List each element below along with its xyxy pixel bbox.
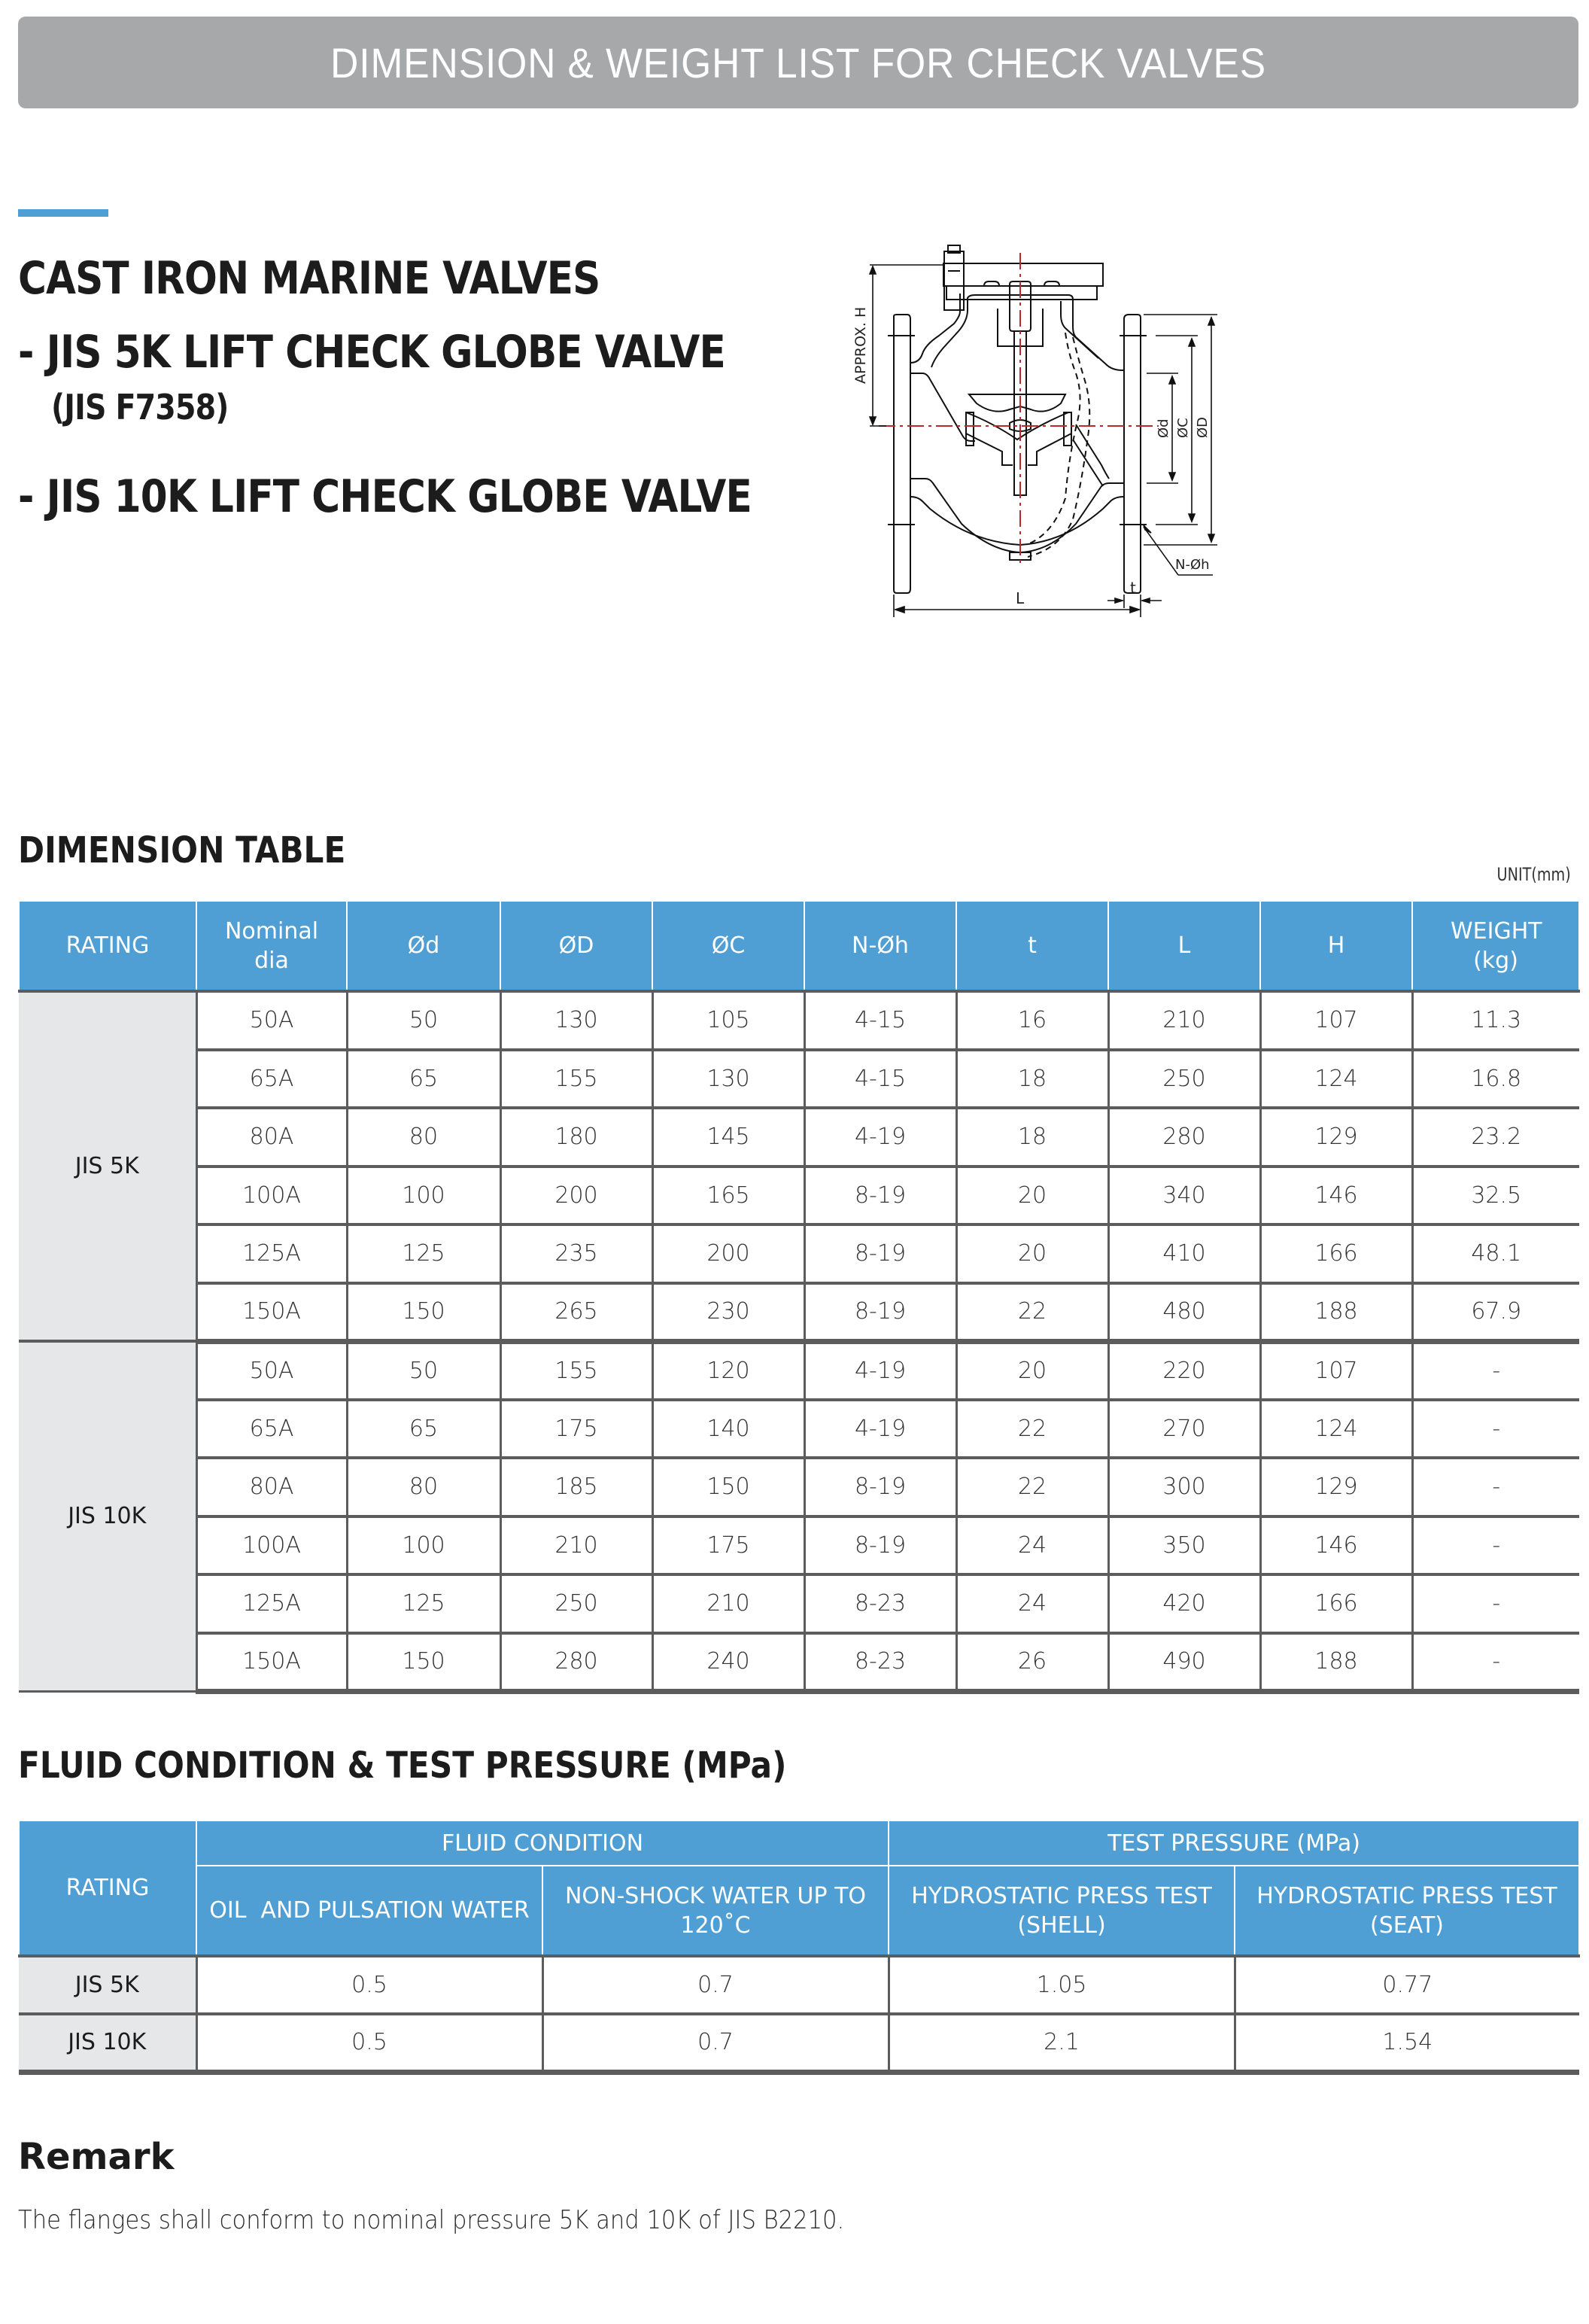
cell-hydrostatic-shell: 1.05 — [889, 1956, 1235, 2014]
cell-weight: 32.5 — [1412, 1167, 1579, 1225]
cell-oil-pulsation-water: 0.5 — [196, 1956, 542, 2014]
cell-height: 124 — [1260, 1400, 1412, 1459]
fluid-condition-table — [18, 1820, 1580, 2075]
cell-pcd: 200 — [652, 1224, 804, 1283]
product-standard: (JIS F7358) — [51, 387, 229, 427]
cell-thickness: 22 — [956, 1458, 1108, 1516]
cell-outer-d: 155 — [500, 1050, 652, 1109]
table-row — [19, 1108, 1579, 1167]
sub-header-hydrostatic-shell: HYDROSTATIC PRESS TEST (SHELL) — [889, 1866, 1235, 1956]
remark-text: The flanges shall conform to nominal pressure 5K and 10K of JIS B2210. — [18, 2205, 845, 2235]
cell-nominal-dia: 150A — [196, 1283, 347, 1342]
fluid-col-header-rating: RATING — [19, 1821, 196, 1956]
col-header-small-d: Ød — [347, 901, 500, 991]
sub-header-non-shock-water: NON-SHOCK WATER UP TO 120˚C — [542, 1866, 889, 1956]
table-row — [19, 1633, 1579, 1692]
cell-weight: 48.1 — [1412, 1224, 1579, 1283]
cell-length: 410 — [1108, 1224, 1260, 1283]
table-row — [19, 991, 1579, 1050]
cell-weight: - — [1412, 1400, 1579, 1459]
cell-thickness: 18 — [956, 1050, 1108, 1109]
cell-small-d: 125 — [347, 1574, 500, 1633]
cell-height: 188 — [1260, 1633, 1412, 1692]
cell-outer-d: 265 — [500, 1283, 652, 1342]
table-row — [19, 2014, 1579, 2072]
rating-cell: JIS 10K — [19, 1341, 196, 1691]
cell-nominal-dia: 100A — [196, 1167, 347, 1225]
cell-length: 210 — [1108, 991, 1260, 1050]
cell-bolt-holes: 8-19 — [804, 1224, 956, 1283]
bonnet-cover — [943, 263, 1103, 286]
cell-height: 146 — [1260, 1516, 1412, 1575]
label-bolt-holes: N-Øh — [1175, 557, 1210, 573]
fluid-table-title: FLUID CONDITION & TEST PRESSURE (MPa) — [18, 1745, 787, 1787]
cell-length: 350 — [1108, 1516, 1260, 1575]
cell-bolt-holes: 4-15 — [804, 991, 956, 1050]
cell-small-d: 80 — [347, 1458, 500, 1516]
cell-thickness: 20 — [956, 1224, 1108, 1283]
cell-pcd: 140 — [652, 1400, 804, 1459]
cell-outer-d: 180 — [500, 1108, 652, 1167]
cell-small-d: 65 — [347, 1050, 500, 1109]
col-header-outer-d: ØD — [500, 901, 652, 991]
valve-cross-section-diagram — [843, 226, 1565, 692]
cell-height: 166 — [1260, 1574, 1412, 1633]
cell-bolt-holes: 8-19 — [804, 1458, 956, 1516]
cell-height: 129 — [1260, 1108, 1412, 1167]
cell-thickness: 16 — [956, 991, 1108, 1050]
cell-thickness: 26 — [956, 1633, 1108, 1692]
cell-hydrostatic-shell: 2.1 — [889, 2014, 1235, 2072]
table-row — [19, 1341, 1579, 1400]
cell-pcd: 130 — [652, 1050, 804, 1109]
cell-length: 490 — [1108, 1633, 1260, 1692]
product-line-jis-10k: - JIS 10K LIFT CHECK GLOBE VALVE — [18, 470, 752, 523]
table-row — [19, 1283, 1579, 1342]
label-small-d: Ød — [1156, 418, 1171, 438]
label-pcd: ØC — [1175, 418, 1191, 438]
table-row — [19, 1224, 1579, 1283]
cell-outer-d: 210 — [500, 1516, 652, 1575]
cell-thickness: 20 — [956, 1167, 1108, 1225]
cell-hydrostatic-seat: 0.77 — [1235, 1956, 1579, 2014]
dimension-table-header-row — [19, 901, 1579, 991]
cell-bolt-holes: 4-19 — [804, 1400, 956, 1459]
table-row — [19, 1050, 1579, 1109]
cell-nominal-dia: 100A — [196, 1516, 347, 1575]
cell-length: 480 — [1108, 1283, 1260, 1342]
cell-pcd: 105 — [652, 991, 804, 1050]
cell-length: 280 — [1108, 1108, 1260, 1167]
cell-small-d: 50 — [347, 991, 500, 1050]
cell-pcd: 240 — [652, 1633, 804, 1692]
cell-weight: - — [1412, 1574, 1579, 1633]
cell-thickness: 24 — [956, 1516, 1108, 1575]
cell-pcd: 230 — [652, 1283, 804, 1342]
page-banner — [18, 17, 1578, 108]
cell-outer-d: 250 — [500, 1574, 652, 1633]
rating-cell: JIS 5K — [19, 1956, 196, 2014]
cell-small-d: 100 — [347, 1167, 500, 1225]
product-title: CAST IRON MARINE VALVES — [18, 252, 600, 305]
cell-nominal-dia: 80A — [196, 1458, 347, 1516]
cell-length: 220 — [1108, 1341, 1260, 1400]
cell-bolt-holes: 4-19 — [804, 1341, 956, 1400]
col-header-thickness: t — [956, 901, 1108, 991]
cell-height: 124 — [1260, 1050, 1412, 1109]
sub-header-oil-pulsation-water: OIL AND PULSATION WATER — [196, 1866, 542, 1956]
cell-bolt-holes: 8-19 — [804, 1283, 956, 1342]
cell-outer-d: 185 — [500, 1458, 652, 1516]
cell-pcd: 165 — [652, 1167, 804, 1225]
left-flange — [894, 315, 910, 593]
cell-non-shock-water: 0.7 — [542, 1956, 889, 2014]
cell-small-d: 50 — [347, 1341, 500, 1400]
cell-weight: 16.8 — [1412, 1050, 1579, 1109]
cell-height: 107 — [1260, 1341, 1412, 1400]
cell-weight: 23.2 — [1412, 1108, 1579, 1167]
cell-length: 270 — [1108, 1400, 1260, 1459]
cell-small-d: 65 — [347, 1400, 500, 1459]
cell-height: 166 — [1260, 1224, 1412, 1283]
col-header-length: L — [1108, 901, 1260, 991]
cell-nominal-dia: 50A — [196, 1341, 347, 1400]
cell-height: 146 — [1260, 1167, 1412, 1225]
cell-thickness: 24 — [956, 1574, 1108, 1633]
col-header-pcd: ØC — [652, 901, 804, 991]
cell-pcd: 175 — [652, 1516, 804, 1575]
cell-small-d: 125 — [347, 1224, 500, 1283]
cell-small-d: 150 — [347, 1283, 500, 1342]
label-outer-d: ØD — [1195, 416, 1211, 438]
cell-bolt-holes: 8-23 — [804, 1633, 956, 1692]
cell-outer-d: 175 — [500, 1400, 652, 1459]
cell-pcd: 145 — [652, 1108, 804, 1167]
cell-nominal-dia: 125A — [196, 1574, 347, 1633]
cell-outer-d: 130 — [500, 991, 652, 1050]
table-row — [19, 1956, 1579, 2014]
cell-outer-d: 155 — [500, 1341, 652, 1400]
cell-bolt-holes: 8-23 — [804, 1574, 956, 1633]
cell-bolt-holes: 4-19 — [804, 1108, 956, 1167]
cell-length: 340 — [1108, 1167, 1260, 1225]
rating-cell: JIS 10K — [19, 2014, 196, 2072]
cell-weight: - — [1412, 1341, 1579, 1400]
cell-weight: - — [1412, 1633, 1579, 1692]
dimension-table-title: DIMENSION TABLE — [18, 829, 346, 872]
cell-outer-d: 200 — [500, 1167, 652, 1225]
col-header-bolt-holes: N-Øh — [804, 901, 956, 991]
product-line-jis-5k: - JIS 5K LIFT CHECK GLOBE VALVE — [18, 326, 725, 379]
fluid-table-group-header-row — [19, 1821, 1579, 1866]
cell-nominal-dia: 125A — [196, 1224, 347, 1283]
cell-non-shock-water: 0.7 — [542, 2014, 889, 2072]
group-header-fluid-condition: FLUID CONDITION — [196, 1821, 889, 1866]
cell-thickness: 22 — [956, 1400, 1108, 1459]
cell-small-d: 100 — [347, 1516, 500, 1575]
cell-nominal-dia: 65A — [196, 1050, 347, 1109]
cell-hydrostatic-seat: 1.54 — [1235, 2014, 1579, 2072]
cell-nominal-dia: 150A — [196, 1633, 347, 1692]
cell-nominal-dia: 80A — [196, 1108, 347, 1167]
bonnet-bolt — [944, 251, 964, 310]
cell-length: 420 — [1108, 1574, 1260, 1633]
cell-bolt-holes: 8-19 — [804, 1516, 956, 1575]
cell-height: 129 — [1260, 1458, 1412, 1516]
cell-weight: - — [1412, 1458, 1579, 1516]
cell-weight: 67.9 — [1412, 1283, 1579, 1342]
valve-stem — [1014, 331, 1026, 495]
label-approx-h: APPROX. H — [852, 306, 869, 384]
col-header-nominal-dia: Nominal dia — [196, 901, 347, 991]
rating-cell: JIS 5K — [19, 991, 196, 1341]
valve-disc — [969, 394, 1065, 412]
cell-height: 107 — [1260, 991, 1412, 1050]
cell-thickness: 18 — [956, 1108, 1108, 1167]
cell-thickness: 20 — [956, 1341, 1108, 1400]
accent-bar — [18, 209, 108, 217]
table-row — [19, 1400, 1579, 1459]
col-header-height: H — [1260, 901, 1412, 991]
fluid-table-sub-header-row — [19, 1866, 1579, 1956]
remark-title: Remark — [18, 2136, 175, 2178]
cell-outer-d: 235 — [500, 1224, 652, 1283]
cell-outer-d: 280 — [500, 1633, 652, 1692]
banner-title: DIMENSION & WEIGHT LIST FOR CHECK VALVES — [330, 38, 1266, 87]
col-header-weight: WEIGHT (kg) — [1412, 901, 1579, 991]
cell-small-d: 150 — [347, 1633, 500, 1692]
cell-bolt-holes: 8-19 — [804, 1167, 956, 1225]
label-thickness: t — [1130, 579, 1136, 597]
right-flange — [1124, 315, 1141, 593]
cell-oil-pulsation-water: 0.5 — [196, 2014, 542, 2072]
cell-nominal-dia: 50A — [196, 991, 347, 1050]
dimension-table — [18, 900, 1580, 1694]
cell-thickness: 22 — [956, 1283, 1108, 1342]
cell-weight: - — [1412, 1516, 1579, 1575]
col-header-rating: RATING — [19, 901, 196, 991]
group-header-test-pressure: TEST PRESSURE (MPa) — [889, 1821, 1579, 1866]
cell-pcd: 120 — [652, 1341, 804, 1400]
cell-length: 250 — [1108, 1050, 1260, 1109]
label-length: L — [1016, 589, 1025, 607]
table-row — [19, 1167, 1579, 1225]
cell-weight: 11.3 — [1412, 991, 1579, 1050]
unit-label: UNIT(mm) — [1496, 864, 1571, 885]
table-row — [19, 1516, 1579, 1575]
cell-height: 188 — [1260, 1283, 1412, 1342]
cell-nominal-dia: 65A — [196, 1400, 347, 1459]
cell-length: 300 — [1108, 1458, 1260, 1516]
table-row — [19, 1574, 1579, 1633]
cell-pcd: 210 — [652, 1574, 804, 1633]
cell-small-d: 80 — [347, 1108, 500, 1167]
table-row — [19, 1458, 1579, 1516]
cell-bolt-holes: 4-15 — [804, 1050, 956, 1109]
cell-pcd: 150 — [652, 1458, 804, 1516]
sub-header-hydrostatic-seat: HYDROSTATIC PRESS TEST (SEAT) — [1235, 1866, 1579, 1956]
